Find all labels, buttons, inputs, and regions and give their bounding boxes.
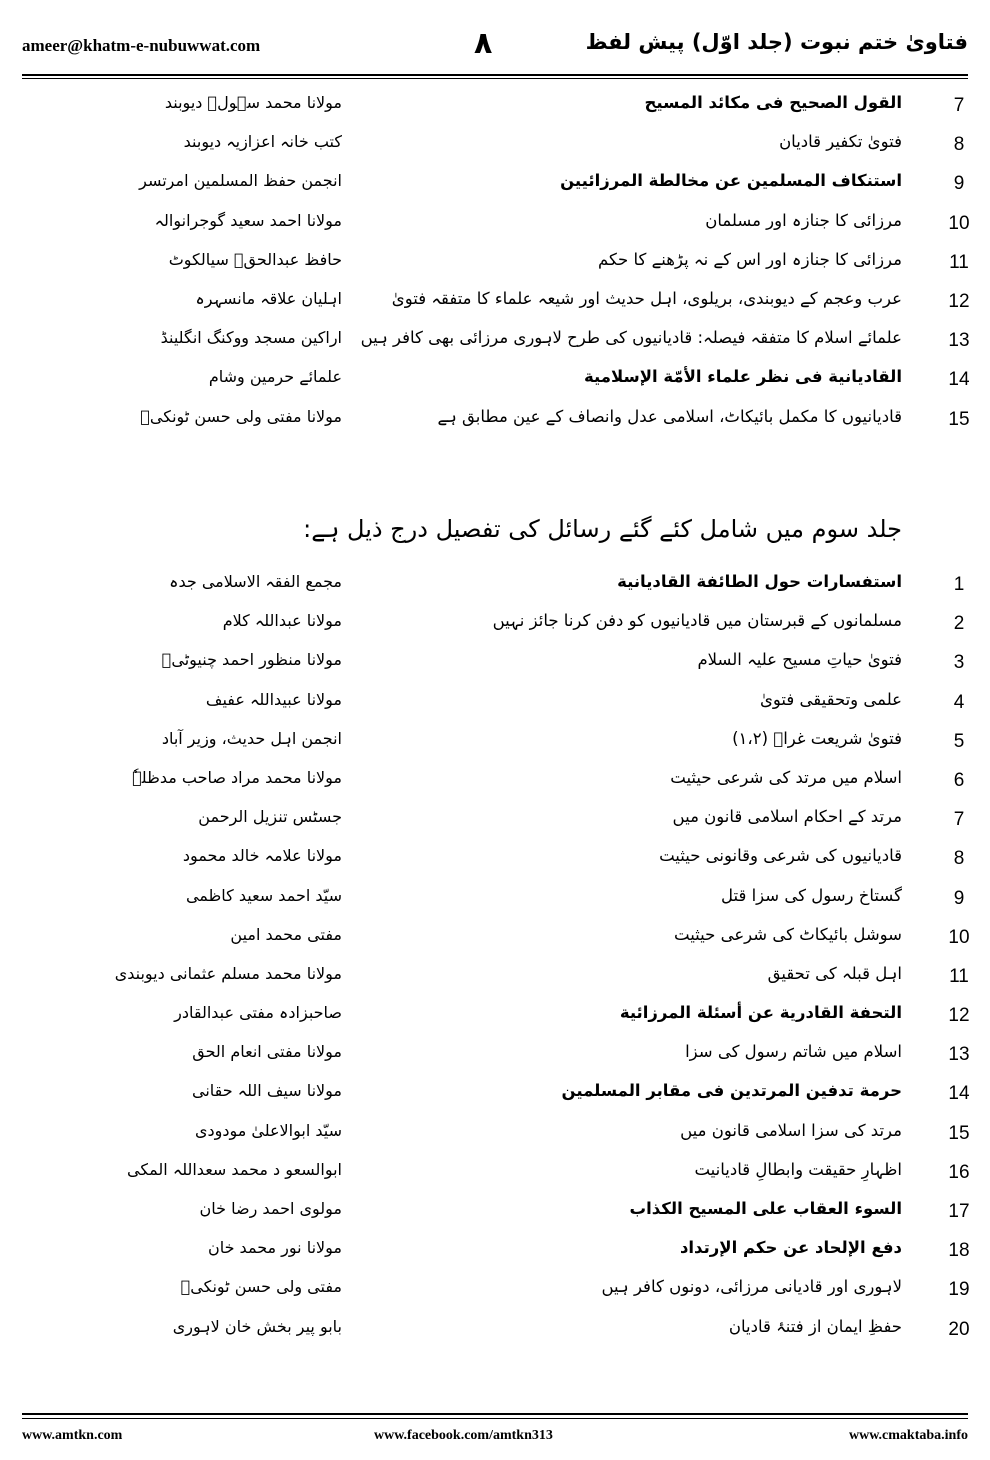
item-author: کتب خانہ اعزازیہ دیوبند xyxy=(183,132,342,152)
item-title: التحفة القادریة عن أسئلة المرزائیة xyxy=(619,1003,902,1023)
item-title: استفسارات حول الطائفة القادیانیة xyxy=(617,572,902,591)
item-number: 8 xyxy=(953,134,965,156)
item-author: اراکین مسجد ووکنگ انگلینڈ xyxy=(160,328,342,348)
list-item xyxy=(0,1191,990,1230)
list-item xyxy=(0,1230,990,1269)
item-number: 14 xyxy=(948,1083,970,1105)
page-footer xyxy=(22,1428,968,1450)
item-title: قادیانیوں کا مکمل بائیکاٹ، اسلامی عدل وانصاف کے عین مطابق ہے xyxy=(437,406,902,426)
item-number: 7 xyxy=(953,95,965,116)
book-title: فتاویٰ ختم نبوت (جلد اوّل) پیش لفظ xyxy=(585,30,968,54)
page-number: ۸ xyxy=(474,26,493,61)
list-item xyxy=(0,399,990,438)
item-author: مولانا مفتی ولی حسن ٹونکیؒ xyxy=(140,406,342,426)
list-item xyxy=(0,203,990,242)
list-item xyxy=(0,642,990,681)
item-title: السوء العقاب علی المسیح الکذاب xyxy=(629,1199,902,1218)
item-title: مسلمانوں کے قبرستان میں قادیانیوں کو دفن کرنا جائز نہیں xyxy=(492,611,902,631)
item-author: مولانا نور محمد خان xyxy=(207,1238,342,1258)
item-title: اسلام میں مرتد کی شرعی حیثیت xyxy=(670,767,902,787)
list-item xyxy=(0,564,990,603)
item-number: 8 xyxy=(953,848,965,870)
item-title: حرمة تدفین المرتدین فی مقابر المسلمین xyxy=(561,1081,902,1101)
item-title: مرزائی کا جنازہ اور مسلمان xyxy=(705,210,902,230)
list-item xyxy=(0,1309,990,1348)
item-number: 12 xyxy=(948,290,970,312)
list-item xyxy=(0,838,990,877)
list-item xyxy=(0,682,990,721)
list-item xyxy=(0,359,990,398)
item-number: 4 xyxy=(953,691,965,713)
list-item xyxy=(0,85,990,124)
item-title: اظہارِ حقیقت وابطالِ قادیانیت xyxy=(694,1159,902,1179)
item-author: صاحبزادہ مفتی عبدالقادر xyxy=(174,1003,342,1023)
item-author: جسٹس تنزیل الرحمن xyxy=(198,807,342,827)
item-number: 5 xyxy=(953,730,965,752)
item-author: حافظ عبدالحقؒ سیالکوٹ xyxy=(168,249,342,269)
item-author: مولانا مفتی انعام الحق xyxy=(192,1042,342,1062)
item-title: گستاخ رسول کی سزا قتل xyxy=(720,885,902,905)
list-item xyxy=(0,242,990,281)
item-number: 12 xyxy=(948,1005,970,1027)
footer-rule xyxy=(22,1413,968,1415)
item-title: علمی وتحقیقی فتویٰ xyxy=(759,689,902,709)
item-author: انجمن اہل حدیث، وزیر آباد xyxy=(161,728,342,748)
footer-website-right[interactable]: www.cmaktaba.info xyxy=(848,1428,968,1443)
list-item xyxy=(0,799,990,838)
item-title: قادیانیوں کی شرعی وقانونی حیثیت xyxy=(659,846,902,866)
item-author: سیّد ابوالاعلیٰ مودودی xyxy=(194,1120,342,1140)
item-title: مرتد کے احکام اسلامی قانون میں xyxy=(672,807,902,827)
item-author: مولانا سیف اللہ حقانی xyxy=(192,1081,342,1101)
item-number: 6 xyxy=(953,769,965,791)
item-number: 7 xyxy=(953,809,965,831)
list-item xyxy=(0,124,990,163)
header-rule-thin xyxy=(22,78,968,79)
section-heading: جلد سوم میں شامل کئے گئے رسائل کی تفصیل درج ذیل ہے: xyxy=(303,515,902,543)
item-author: مفتی محمد امین xyxy=(230,924,342,944)
list-item xyxy=(0,917,990,956)
item-number: 10 xyxy=(948,212,970,234)
item-number: 14 xyxy=(948,369,970,391)
item-author: اہلیان علاقہ مانسہرہ xyxy=(195,288,342,308)
list-item xyxy=(0,995,990,1034)
item-title: مرتد کی سزا اسلامی قانون میں xyxy=(680,1120,902,1140)
item-number: 11 xyxy=(949,965,969,987)
item-number: 2 xyxy=(953,613,965,635)
item-author: مولوی احمد رضا خان xyxy=(199,1199,342,1218)
list-item xyxy=(0,1113,990,1152)
item-title: اہل قبلہ کی تحقیق xyxy=(767,963,902,983)
list-item xyxy=(0,956,990,995)
list-item xyxy=(0,1152,990,1191)
treatise-list-volume-three xyxy=(0,564,990,1348)
item-title: دفع الإلحاد عن حکم الإرتداد xyxy=(679,1238,902,1258)
item-title: فتویٰ تکفیر قادیان xyxy=(779,132,902,152)
item-title: سوشل بائیکاٹ کی شرعی حیثیت xyxy=(674,924,902,944)
item-author: مولانا احمد سعید گوجرانوالہ xyxy=(154,210,342,230)
item-title: اسلام میں شاتم رسول کی سزا xyxy=(685,1042,902,1062)
item-title: القول الصحیح فی مکائد المسیح xyxy=(644,93,902,112)
item-number: 16 xyxy=(948,1161,970,1183)
item-author: مولانا محمد مراد صاحب مدظلہٗ xyxy=(132,767,342,787)
page-header xyxy=(22,28,968,72)
item-title: استنکاف المسلمین عن مخالطة المرزائیین xyxy=(560,171,902,191)
item-number: 20 xyxy=(948,1318,970,1340)
item-title: عرب وعجم کے دیوبندی، بریلوی، اہل حدیث اور شیعہ علماء کا متفقہ فتویٰ xyxy=(391,288,902,308)
item-number: 9 xyxy=(953,887,965,909)
item-title: لاہوری اور قادیانی مرزائی، دونوں کافر ہیں xyxy=(601,1277,902,1297)
list-item xyxy=(0,1073,990,1112)
item-author: مولانا عبداللہ کلام xyxy=(222,611,342,631)
list-item xyxy=(0,320,990,359)
item-number: 19 xyxy=(948,1279,970,1301)
item-number: 1 xyxy=(953,574,965,595)
item-author: مولانا منظور احمد چنیوٹیؒ xyxy=(161,650,342,670)
list-item xyxy=(0,1269,990,1308)
item-author: ابوالسعو د محمد سعداللہ المکی xyxy=(126,1159,342,1179)
item-author: مولانا علامہ خالد محمود xyxy=(182,846,342,866)
item-title: مرزائی کا جنازہ اور اس کے نہ پڑھنے کا حکم xyxy=(597,249,902,269)
list-item xyxy=(0,878,990,917)
list-item xyxy=(0,281,990,320)
item-author: مولانا محمد سہولؒ دیوبند xyxy=(164,93,342,112)
item-author: علمائے حرمین وشام xyxy=(208,367,342,387)
item-author: بابو پیر بخش خان لاہوری xyxy=(172,1316,342,1336)
item-author: انجمن حفظ المسلمین امرتسر xyxy=(139,171,342,191)
item-title: فتویٰ حیاتِ مسیح علیہ السلام xyxy=(697,650,902,670)
item-number: 3 xyxy=(953,652,965,674)
list-item xyxy=(0,603,990,642)
list-item xyxy=(0,760,990,799)
item-author: سیّد احمد سعید کاظمی xyxy=(185,885,342,905)
item-number: 11 xyxy=(949,251,969,273)
item-title: علمائے اسلام کا متفقہ فیصلہ: قادیانیوں کی طرح لاہوری مرزائی بھی کافر ہیں xyxy=(360,328,902,348)
item-number: 15 xyxy=(948,1122,970,1144)
header-rule xyxy=(22,74,968,76)
item-number: 15 xyxy=(948,408,970,430)
list-item xyxy=(0,721,990,760)
item-number: 13 xyxy=(948,1044,970,1066)
list-item xyxy=(0,163,990,202)
footer-website-left[interactable]: www.amtkn.com xyxy=(22,1428,123,1443)
item-title: فتویٰ شریعت غراؔ (۱،۲) xyxy=(732,728,902,748)
item-number: 10 xyxy=(948,926,970,948)
item-number: 13 xyxy=(948,330,970,352)
item-author: مجمع الفقہ الاسلامی جدہ xyxy=(169,572,342,591)
list-item xyxy=(0,1034,990,1073)
item-number: 18 xyxy=(948,1240,970,1262)
item-title: حفظِ ایمان از فتنۂ قادیان xyxy=(728,1316,902,1336)
item-number: 17 xyxy=(948,1201,970,1222)
item-author: مفتی ولی حسن ٹونکیؒ xyxy=(180,1277,342,1297)
item-author: مولانا عبیداللہ عفیف xyxy=(205,689,342,709)
item-author: مولانا محمد مسلم عثمانی دیوبندی xyxy=(114,963,342,983)
item-number: 9 xyxy=(953,173,965,195)
treatise-list-volume-two xyxy=(0,85,990,438)
header-email: ameer@khatm-e-nubuwwat.com xyxy=(22,36,261,55)
footer-facebook-link[interactable]: www.facebook.com/amtkn313 xyxy=(374,1428,553,1443)
item-title: القادیانیة فی نظر علماء الأمّة الإسلامیة xyxy=(584,367,902,387)
footer-rule-thin xyxy=(22,1418,968,1419)
